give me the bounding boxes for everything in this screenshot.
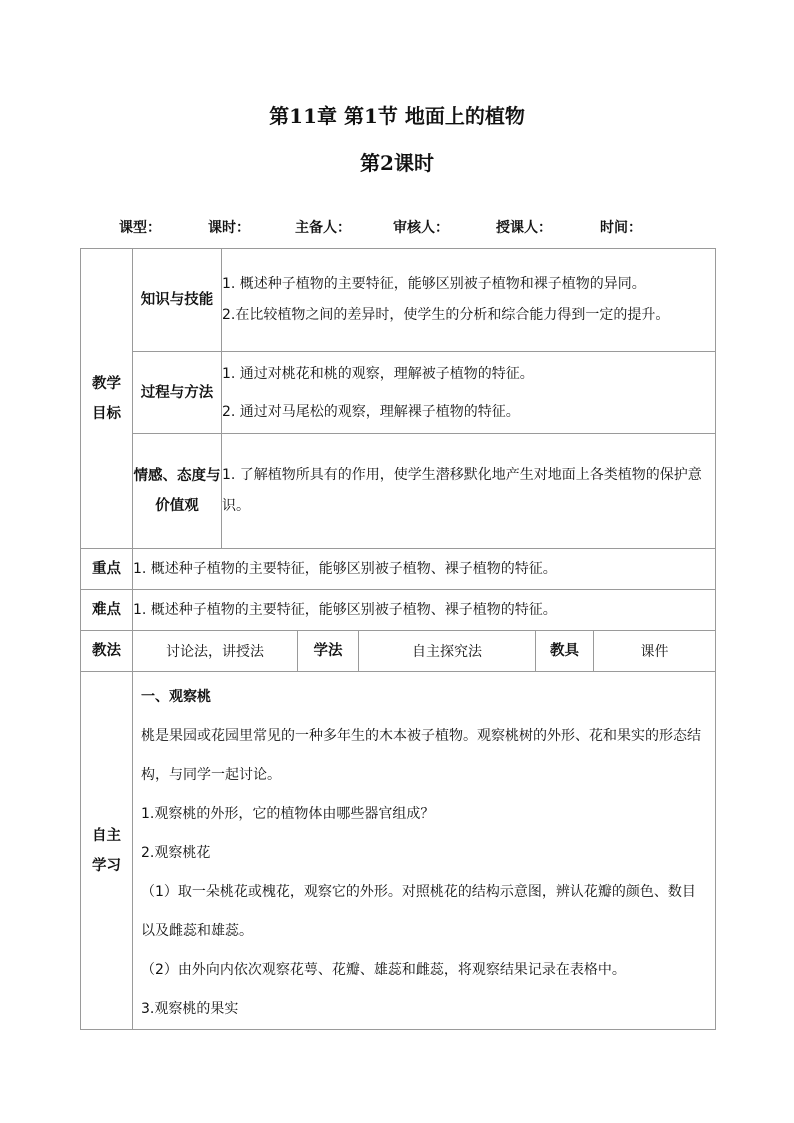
key-point-label: 重点 <box>81 549 133 590</box>
info-preparer: 主备人： <box>295 220 351 236</box>
teaching-method-value: 讨论法，讲授法 <box>133 631 298 672</box>
objective-text-attitude <box>222 434 716 549</box>
difficulty-row <box>81 590 716 631</box>
self-study-content <box>133 672 716 1030</box>
teaching-method-label: 教法 <box>81 631 133 672</box>
key-point-text: 1. 概述种子植物的主要特征，能够区别被子植物、裸子植物的特征。 <box>133 549 716 590</box>
objective-label-knowledge: 知识与技能 <box>133 249 222 352</box>
document-title: 第11章 第1节 地面上的植物 <box>269 104 525 128</box>
objective-line: 1. 概述种子植物的主要特征，能够区别被子植物和裸子植物的异同。 <box>222 276 646 292</box>
objective-row-process <box>81 352 716 434</box>
info-teacher: 授课人： <box>496 220 552 236</box>
info-reviewer: 审核人： <box>393 220 449 236</box>
learning-method-label: 学法 <box>298 631 359 672</box>
objective-line: 2. 通过对马尾松的观察，理解裸子植物的特征。 <box>222 403 520 420</box>
info-lesson-type: 课型： <box>119 220 161 236</box>
study-paragraph: 2.观察桃花 <box>141 845 211 861</box>
objective-text-process <box>222 352 716 434</box>
objective-text-knowledge <box>222 249 716 352</box>
info-time: 时间： <box>600 220 642 236</box>
study-paragraph: （2）由外向内依次观察花萼、花瓣、雄蕊和雌蕊，将观察结果记录在表格中。 <box>141 962 626 978</box>
difficulty-label: 难点 <box>81 590 133 631</box>
objective-row-knowledge <box>81 249 716 352</box>
lesson-plan-table <box>80 248 716 1030</box>
difficulty-text: 1. 概述种子植物的主要特征，能够区别被子植物、裸子植物的特征。 <box>133 590 716 631</box>
section-heading: 一、观察桃 <box>141 689 211 705</box>
teaching-tools-value: 课件 <box>594 631 716 672</box>
objective-label-process: 过程与方法 <box>133 352 222 434</box>
methods-row <box>81 631 716 672</box>
study-paragraph: 桃是果园或花园里常见的一种多年生的木本被子植物。观察桃树的外形、花和果实的形态结构，与同学一起讨论。 <box>141 728 701 783</box>
objectives-label: 教学目标 <box>81 249 133 549</box>
self-study-label: 自主学习 <box>81 672 133 1030</box>
self-study-row <box>81 672 716 1030</box>
key-point-row <box>81 549 716 590</box>
teaching-tools-label: 教具 <box>536 631 594 672</box>
objective-line: 1. 通过对桃花和桃的观察，理解被子植物的特征。 <box>222 365 534 382</box>
lesson-period-title: 第2课时 <box>360 151 434 175</box>
study-paragraph: 1.观察桃的外形，它的植物体由哪些器官组成？ <box>141 806 435 822</box>
objective-line: 2.在比较植物之间的差异时，使学生的分析和综合能力得到一定的提升。 <box>222 307 670 323</box>
study-paragraph: 3.观察桃的果实 <box>141 1001 239 1017</box>
study-paragraph: （1）取一朵桃花或槐花，观察它的外形。对照桃花的结构示意图，辨认花瓣的颜色、数目以及雌蕊和雄蕊。 <box>141 884 696 939</box>
objective-line: 1. 了解植物所具有的作用，使学生潜移默化地产生对地面上各类植物的保护意识。 <box>222 467 702 514</box>
info-period: 课时： <box>208 220 250 236</box>
objective-row-attitude <box>81 434 716 549</box>
objective-label-attitude: 情感、态度与价值观 <box>133 434 222 549</box>
learning-method-value: 自主探究法 <box>359 631 536 672</box>
